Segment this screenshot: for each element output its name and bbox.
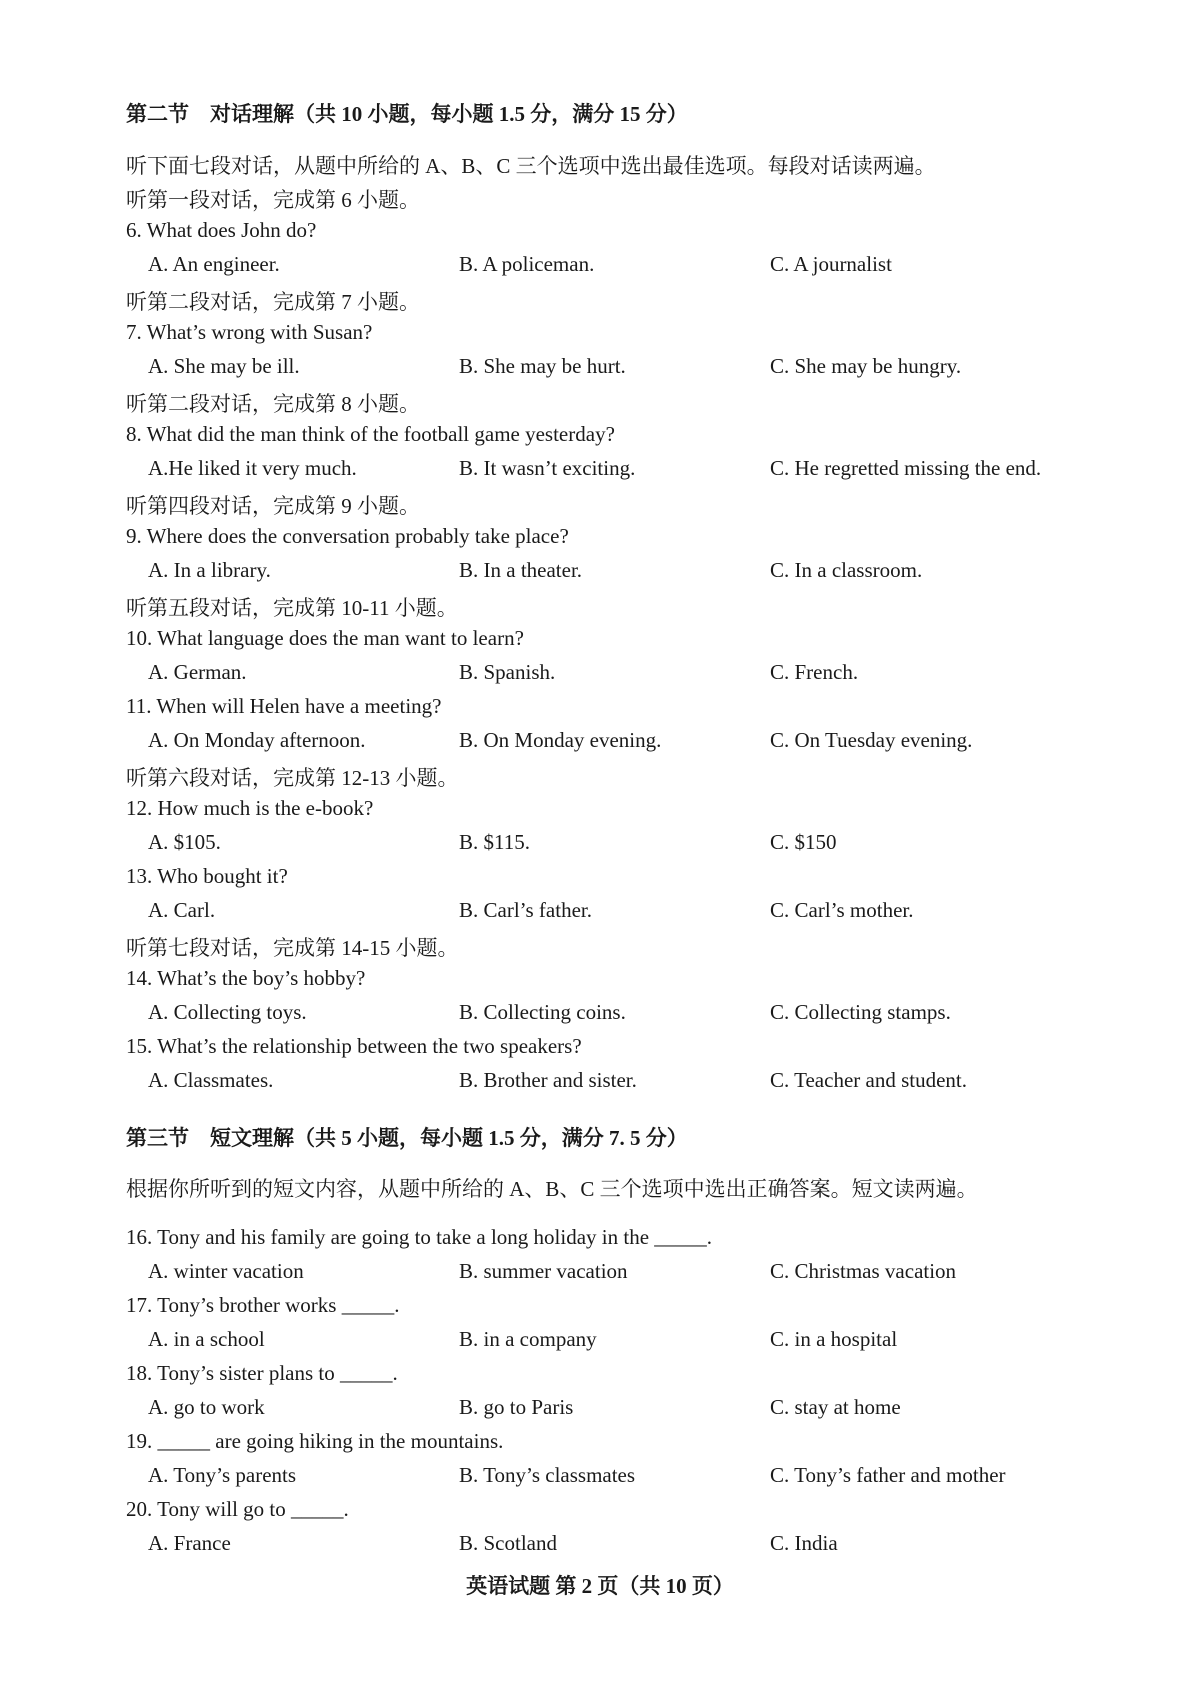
question-8: 8. What did the man think of the football game yesterday? — [126, 422, 615, 446]
dialogue-prompt-5: 听第五段对话，完成第 10-11 小题。 — [126, 596, 458, 620]
question-18: 18. Tony’s sister plans to _____. — [126, 1361, 398, 1385]
question-11: 11. When will Helen have a meeting? — [126, 694, 442, 718]
dialogue-prompt-1: 听第一段对话，完成第 6 小题。 — [126, 188, 420, 212]
question-9: 9. Where does the conversation probably take place? — [126, 524, 569, 548]
question-19-option-c: C. Tony’s father and mother — [770, 1463, 1006, 1487]
question-20-option-c: C. India — [770, 1531, 838, 1555]
question-6-option-a: A. An engineer. — [148, 252, 280, 276]
question-17-option-b: B. in a company — [459, 1327, 597, 1351]
question-19-option-a: A. Tony’s parents — [148, 1463, 297, 1487]
question-6: 6. What does John do? — [126, 218, 317, 242]
question-14-option-c: C. Collecting stamps. — [770, 1000, 951, 1024]
question-13: 13. Who bought it? — [126, 864, 288, 888]
question-8-option-b: B. It wasn’t exciting. — [459, 456, 636, 480]
question-13-option-a: A. Carl. — [148, 898, 216, 922]
dialogue-prompt-7: 听第七段对话，完成第 14-15 小题。 — [126, 936, 459, 960]
question-16-option-b: B. summer vacation — [459, 1259, 628, 1283]
question-17-option-a: A. in a school — [148, 1327, 265, 1351]
question-18-option-a: A. go to work — [148, 1395, 265, 1419]
question-14-option-a: A. Collecting toys. — [148, 1000, 307, 1024]
question-7-option-c: C. She may be hungry. — [770, 354, 962, 378]
dialogue-prompt-3: 听第二段对话，完成第 8 小题。 — [126, 392, 420, 416]
question-15-option-c: C. Teacher and student. — [770, 1068, 967, 1092]
question-6-option-b: B. A policeman. — [459, 252, 595, 276]
question-8-option-a: A.He liked it very much. — [148, 456, 357, 480]
question-15: 15. What’s the relationship between the two speakers? — [126, 1034, 582, 1058]
question-19-option-b: B. Tony’s classmates — [459, 1463, 636, 1487]
question-16-option-a: A. winter vacation — [148, 1259, 304, 1283]
question-9-option-a: A. In a library. — [148, 558, 271, 582]
question-7: 7. What’s wrong with Susan? — [126, 320, 373, 344]
question-10-option-b: B. Spanish. — [459, 660, 556, 684]
question-12-option-b: B. $115. — [459, 830, 530, 854]
question-6-option-c: C. A journalist — [770, 252, 892, 276]
question-10-option-a: A. German. — [148, 660, 247, 684]
dialogue-prompt-4: 听第四段对话，完成第 9 小题。 — [126, 494, 420, 518]
question-20-option-a: A. France — [148, 1531, 231, 1555]
question-17: 17. Tony’s brother works _____. — [126, 1293, 400, 1317]
question-9-option-b: B. In a theater. — [459, 558, 583, 582]
question-15-option-b: B. Brother and sister. — [459, 1068, 637, 1092]
question-17-option-c: C. in a hospital — [770, 1327, 898, 1351]
question-7-option-a: A. She may be ill. — [148, 354, 300, 378]
question-19: 19. _____ are going hiking in the mountains. — [126, 1429, 504, 1453]
question-10: 10. What language does the man want to learn? — [126, 626, 524, 650]
question-18-option-b: B. go to Paris — [459, 1395, 574, 1419]
question-14: 14. What’s the boy’s hobby? — [126, 966, 366, 990]
question-14-option-b: B. Collecting coins. — [459, 1000, 626, 1024]
section-2-heading: 第二节 对话理解（共 10 小题，每小题 1.5 分，满分 15 分） — [126, 102, 688, 126]
question-9-option-c: C. In a classroom. — [770, 558, 923, 582]
question-20-option-b: B. Scotland — [459, 1531, 557, 1555]
question-10-option-c: C. French. — [770, 660, 859, 684]
question-13-option-b: B. Carl’s father. — [459, 898, 592, 922]
section-2-instruction: 听下面七段对话，从题中所给的 A、B、C 三个选项中选出最佳选项。每段对话读两遍。 — [126, 154, 936, 178]
question-7-option-b: B. She may be hurt. — [459, 354, 626, 378]
question-15-option-a: A. Classmates. — [148, 1068, 274, 1092]
section-3-instruction: 根据你所听到的短文内容，从题中所给的 A、B、C 三个选项中选出正确答案。短文读两遍。 — [126, 1177, 978, 1201]
question-16-option-c: C. Christmas vacation — [770, 1259, 957, 1283]
question-12-option-c: C. $150 — [770, 830, 837, 854]
question-11-option-a: A. On Monday afternoon. — [148, 728, 366, 752]
question-12-option-a: A. $105. — [148, 830, 221, 854]
question-13-option-c: C. Carl’s mother. — [770, 898, 914, 922]
question-8-option-c: C. He regretted missing the end. — [770, 456, 1042, 480]
page-footer: 英语试题 第 2 页（共 10 页） — [466, 1574, 734, 1598]
question-20: 20. Tony will go to _____. — [126, 1497, 349, 1521]
dialogue-prompt-6: 听第六段对话，完成第 12-13 小题。 — [126, 766, 459, 790]
question-11-option-b: B. On Monday evening. — [459, 728, 662, 752]
question-12: 12. How much is the e-book? — [126, 796, 374, 820]
question-16: 16. Tony and his family are going to take a long holiday in the _____. — [126, 1225, 713, 1249]
question-11-option-c: C. On Tuesday evening. — [770, 728, 973, 752]
section-3-heading: 第三节 短文理解（共 5 小题，每小题 1.5 分，满分 7. 5 分） — [126, 1126, 688, 1150]
dialogue-prompt-2: 听第二段对话，完成第 7 小题。 — [126, 290, 420, 314]
question-18-option-c: C. stay at home — [770, 1395, 901, 1419]
